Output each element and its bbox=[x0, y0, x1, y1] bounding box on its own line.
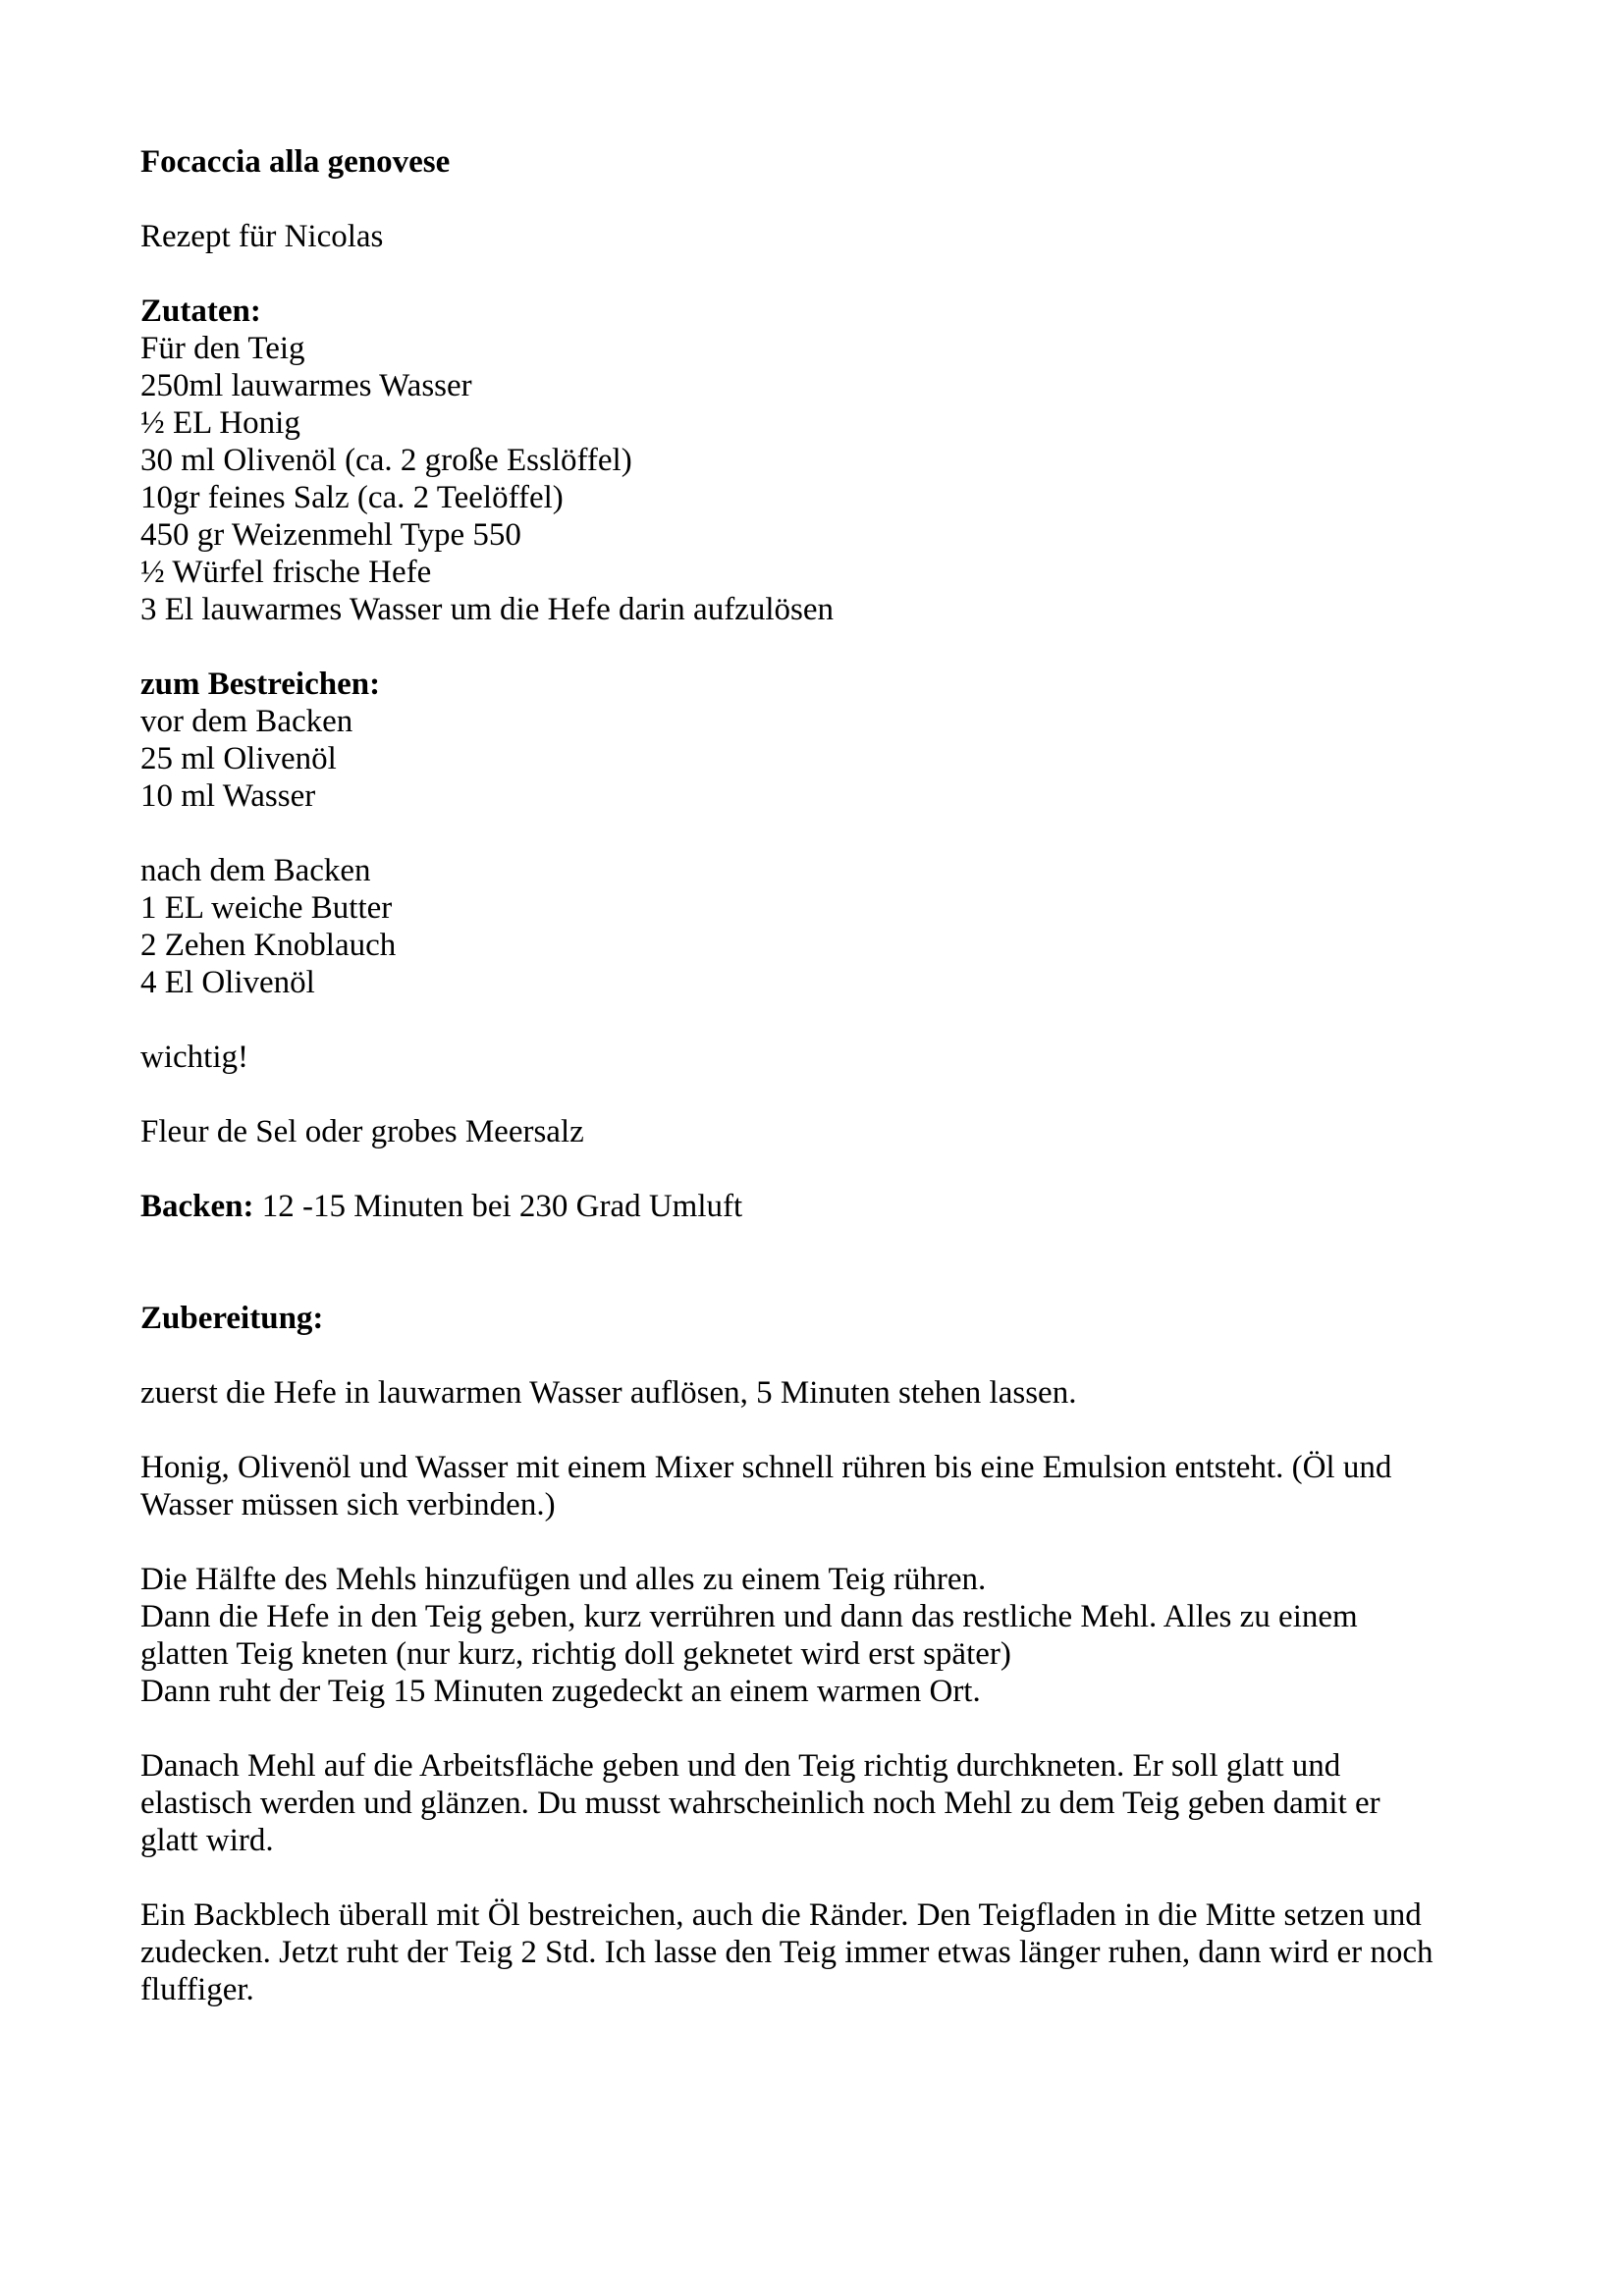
text-line: Fleur de Sel oder grobes Meersalz bbox=[140, 1114, 584, 1149]
text-line: wichtig! bbox=[140, 1040, 248, 1075]
paragraph bbox=[140, 330, 1515, 628]
text-line: vor dem Backen bbox=[140, 704, 353, 739]
text-line: 12 -15 Minuten bei 230 Grad Umluft bbox=[253, 1189, 743, 1224]
text-line: Für den Teig bbox=[140, 331, 305, 366]
text-line: 25 ml Olivenöl bbox=[140, 741, 337, 776]
text-line: glatt wird. bbox=[140, 1823, 274, 1858]
text-line: Ein Backblech überall mit Öl bestreichen, auch die Ränder. Den Teigfladen in die Mitte setzen und bbox=[140, 1897, 1422, 1933]
section-heading bbox=[140, 1300, 1515, 1337]
text-line: 2 Zehen Knoblauch bbox=[140, 928, 397, 963]
text-line: Honig, Olivenöl und Wasser mit einem Mixer schnell rühren bis eine Emulsion entsteht. (Öl und bbox=[140, 1450, 1392, 1485]
text-line: fluffiger. bbox=[140, 1972, 254, 2007]
document-body bbox=[140, 143, 1515, 2008]
paragraph bbox=[140, 1747, 1515, 1859]
paragraph bbox=[140, 1039, 1515, 1076]
text-line: 250ml lauwarmes Wasser bbox=[140, 368, 472, 403]
text-line: nach dem Backen bbox=[140, 853, 371, 888]
text-line: Zutaten: bbox=[140, 294, 261, 329]
text-line: ½ Würfel frische Hefe bbox=[140, 555, 432, 590]
text-line: 4 El Olivenöl bbox=[140, 965, 315, 1000]
paragraph bbox=[140, 1113, 1515, 1150]
text-line: Zubereitung: bbox=[140, 1301, 324, 1336]
text-line: 1 EL weiche Butter bbox=[140, 890, 393, 926]
text-line: Dann ruht der Teig 15 Minuten zugedeckt an einem warmen Ort. bbox=[140, 1674, 981, 1709]
paragraph bbox=[140, 1561, 1515, 1710]
paragraph bbox=[140, 1449, 1515, 1523]
paragraph bbox=[140, 852, 1515, 1001]
text-line: zudecken. Jetzt ruht der Teig 2 Std. Ich lasse den Teig immer etwas länger ruhen, dann wird er noch bbox=[140, 1935, 1434, 1970]
paragraph bbox=[140, 218, 1515, 255]
section-heading bbox=[140, 143, 1515, 181]
text-line: Wasser müssen sich verbinden.) bbox=[140, 1487, 556, 1522]
text-line: 10 ml Wasser bbox=[140, 778, 316, 814]
paragraph bbox=[140, 1188, 1515, 1225]
paragraph bbox=[140, 1374, 1515, 1412]
text-line: Focaccia alla genovese bbox=[140, 144, 451, 180]
section-heading bbox=[140, 666, 1515, 703]
text-line: elastisch werden und glänzen. Du musst wahrscheinlich noch Mehl zu dem Teig geben damit er bbox=[140, 1786, 1380, 1821]
text-line: Die Hälfte des Mehls hinzufügen und alles zu einem Teig rühren. bbox=[140, 1562, 987, 1597]
text-line: 3 El lauwarmes Wasser um die Hefe darin aufzulösen bbox=[140, 592, 834, 627]
text-line: 450 gr Weizenmehl Type 550 bbox=[140, 517, 521, 553]
text-line: 30 ml Olivenöl (ca. 2 große Esslöffel) bbox=[140, 443, 632, 478]
text-line: Danach Mehl auf die Arbeitsfläche geben und den Teig richtig durchkneten. Er soll glatt und bbox=[140, 1748, 1341, 1784]
paragraph bbox=[140, 1896, 1515, 2008]
text-line: ½ EL Honig bbox=[140, 405, 300, 441]
text-line: Rezept für Nicolas bbox=[140, 219, 384, 254]
text-line: glatten Teig kneten (nur kurz, richtig doll geknetet wird erst später) bbox=[140, 1636, 1011, 1672]
inline-heading: Backen: bbox=[140, 1189, 254, 1224]
text-line: 10gr feines Salz (ca. 2 Teelöffel) bbox=[140, 480, 564, 515]
text-line: zuerst die Hefe in lauwarmen Wasser auflösen, 5 Minuten stehen lassen. bbox=[140, 1375, 1077, 1411]
paragraph bbox=[140, 703, 1515, 815]
text-line: zum Bestreichen: bbox=[140, 667, 381, 702]
section-heading bbox=[140, 293, 1515, 330]
text-line: Dann die Hefe in den Teig geben, kurz verrühren und dann das restliche Mehl. Alles zu einem bbox=[140, 1599, 1358, 1634]
